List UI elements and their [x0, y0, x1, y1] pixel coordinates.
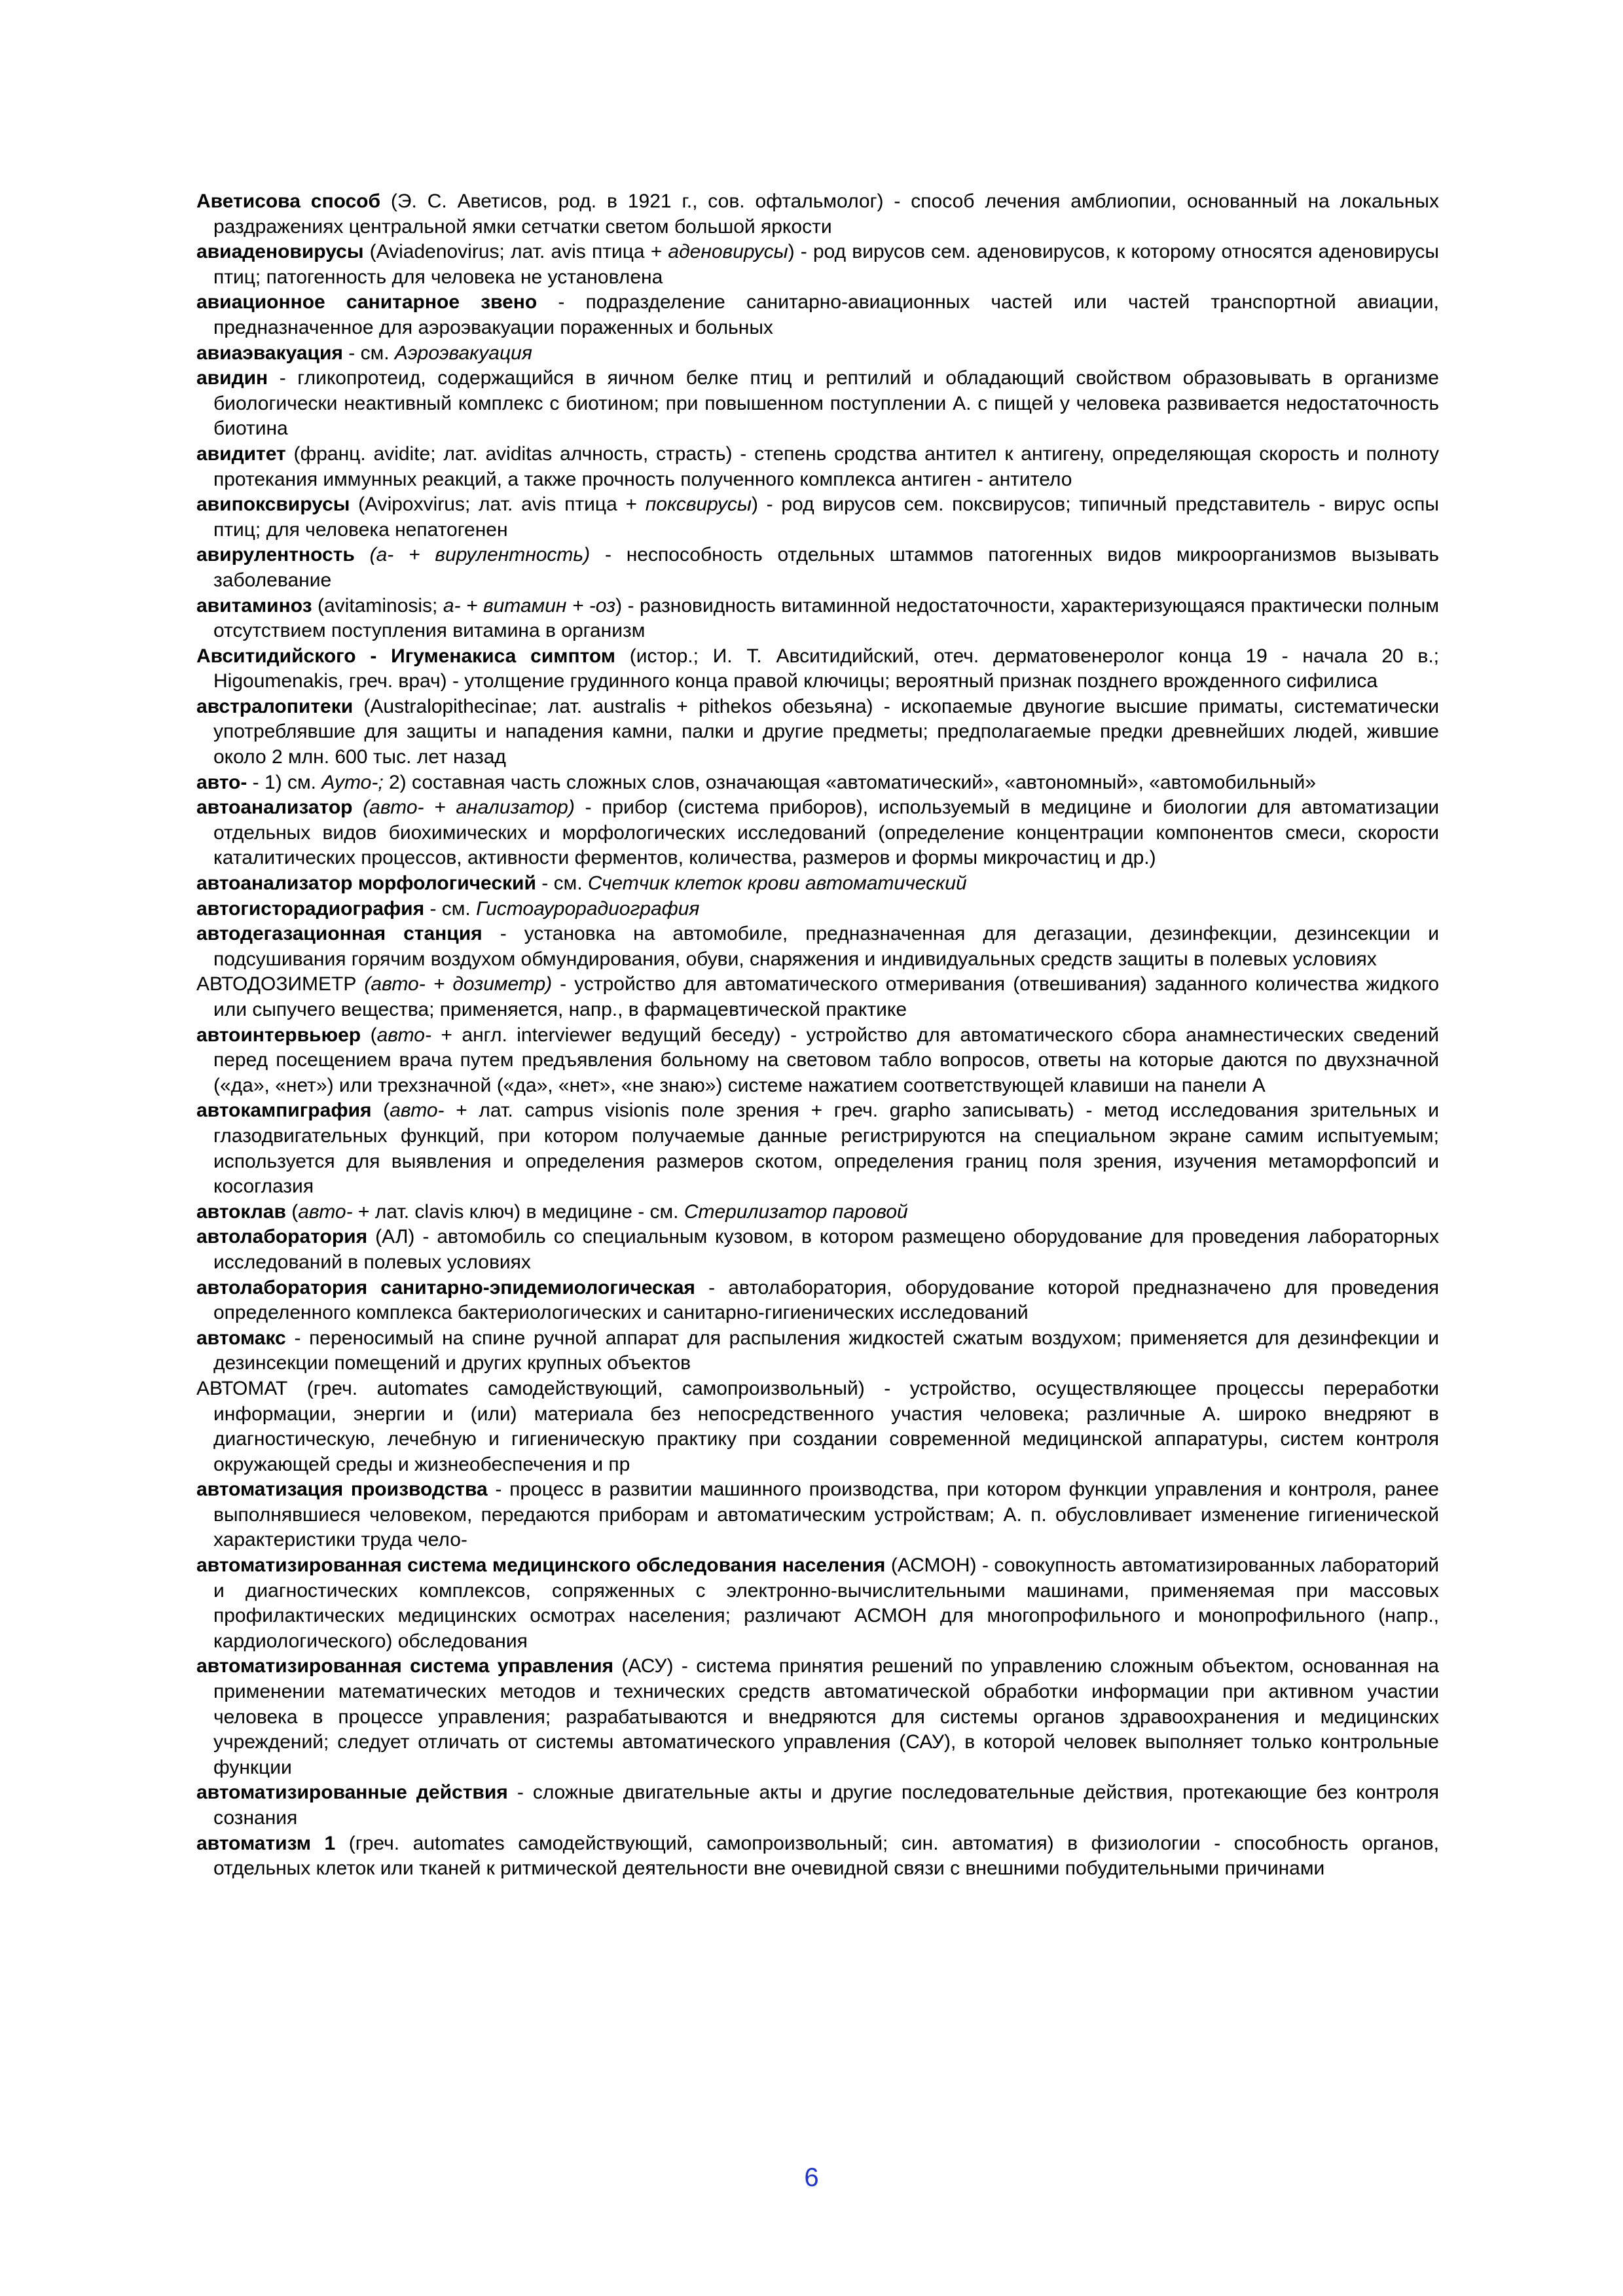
- dictionary-entry: [196, 543, 1439, 593]
- entry-reference: Ауто-;: [321, 771, 384, 793]
- entry-definition: - см.: [424, 897, 477, 920]
- entry-term: автолаборатория санитарно-эпидемиологическая: [196, 1276, 695, 1299]
- entry-term: автоанализатор морфологический: [196, 872, 536, 895]
- entry-term: автоматизированная система медицинского обследования населения: [196, 1554, 886, 1577]
- entry-definition: - неспособность отдельных штаммов патогенных видов микроорганизмов вызывать заболевание: [213, 544, 1439, 591]
- entry-term: авидитет: [196, 442, 286, 465]
- entry-definition: - автолаборатория, оборудование которой предназначено для проведения определенного комплекса бактериологических и санитарно-гигиенических исследований: [213, 1276, 1439, 1324]
- entry-definition: (франц. avidite; лат. aviditas алчность, страсть) - степень сродства антител к антигену, определяющая скорость и полноту протекания иммунных реакций, а также прочность полученного комплекса антиген - антитело: [213, 442, 1439, 490]
- entry-definition: (истор.; И. Т. Авситидийский, отеч. дерматовенеролог конца 19 - начала 20 в.; Higoumenakis, греч. врач) - утолщение грудинного конца правой ключицы; вероятный признак позднего врожденного сифилиса: [213, 645, 1439, 692]
- entry-definition: АВТОДОЗИМЕТР: [196, 973, 365, 996]
- entry-definition: (Avipoxvirus; лат. avis птица +: [350, 493, 646, 516]
- entry-definition: (Э. С. Аветисов, род. в 1921 г., сов. офтальмолог) - способ лечения амблиопии, основанный на локальных раздражениях центральной ямки сетчатки светом большой яркости: [213, 190, 1439, 238]
- entry-definition: (АСМОН) - совокупность автоматизированных лабораторий и диагностических комплексов, сопряженных с электронно-вычислительными машинами, применяемая при массовых профилактических медицинских осмотрах населения; различают АСМОН для многопрофильного и монопрофильного (напр., кардиологического) обследования: [213, 1554, 1439, 1652]
- entry-reference: а- + витамин + -оз: [443, 594, 616, 617]
- entry-term: автоматизм 1: [196, 1832, 336, 1854]
- dictionary-entry: [196, 594, 1439, 644]
- entry-definition: [353, 797, 363, 818]
- entry-reference: Счетчик клеток крови автоматический: [587, 872, 967, 895]
- entry-definition: (Australopithecinae; лат. australis + pithekos обезьяна) - ископаемые двуногие высшие приматы, систематически употреблявшие для защиты и нападения камни, палки и другие предметы; предполагаемые предки древнейших людей, жившие около 2 млн. 600 тыс. лет назад: [213, 695, 1439, 768]
- entry-definition: ) - род вирусов сем. аденовирусов, к которому относятся аденовирусы птиц; патогенность для человека не установлена: [213, 241, 1439, 288]
- entry-term: Авситидийского - Игуменакиса симптом: [196, 645, 615, 667]
- entry-reference: Гистоаурорадиография: [476, 897, 700, 920]
- dictionary-entry: [196, 871, 1439, 897]
- entry-term: авиационное санитарное звено: [196, 291, 538, 314]
- entry-term: автокампиграфия: [196, 1100, 372, 1122]
- entry-term: авипоксвирусы: [196, 493, 350, 516]
- entry-reference: Стерилизатор паровой: [684, 1200, 908, 1223]
- dictionary-entry: [196, 1831, 1439, 1882]
- entry-term: автоматизация производства: [196, 1479, 488, 1501]
- entry-term: авирулентность: [196, 544, 355, 566]
- entry-reference: (авто- + анализатор): [363, 797, 575, 819]
- entry-reference: поксвирусы: [645, 493, 752, 516]
- dictionary-entry: [196, 1477, 1439, 1553]
- dictionary-entry: [196, 1376, 1439, 1477]
- entry-definition: (Aviadenovirus; лат. avis птица +: [363, 241, 668, 263]
- entry-reference: авто-: [376, 1024, 431, 1046]
- entry-term: авитаминоз: [196, 594, 312, 617]
- entry-term: австралопитеки: [196, 695, 354, 717]
- dictionary-entry: [196, 1023, 1439, 1099]
- entry-definition: (: [285, 1200, 299, 1223]
- entry-definition: - переносимый на спине ручной аппарат для распыления жидкостей сжатым воздухом; применяется для дезинфекции и дезинсекции помещений и других крупных объектов: [213, 1327, 1439, 1374]
- entry-reference: (авто- + дозиметр): [364, 973, 553, 996]
- dictionary-entry: [196, 1553, 1439, 1654]
- dictionary-entry: [196, 795, 1439, 871]
- dictionary-entry: [196, 290, 1439, 340]
- dictionary-entry: [196, 1654, 1439, 1780]
- entry-definition: - 1) см.: [247, 771, 322, 793]
- entry-term: авто-: [196, 771, 247, 793]
- dictionary-page: [196, 189, 1439, 1882]
- entry-reference: Аэроэвакуация: [394, 342, 532, 364]
- entry-reference: аденовирусы: [668, 241, 788, 263]
- dictionary-entry: [196, 1326, 1439, 1376]
- dictionary-entry: [196, 1780, 1439, 1831]
- dictionary-entry: [196, 897, 1439, 922]
- entry-term: авиаденовирусы: [196, 241, 364, 263]
- entry-definition: - гликопротеид, содержащийся в яичном белке птиц и рептилий и обладающий свойством образовывать в организме биологически неактивный комплекс с биотином; при повышенном поступлении А. с пищей у человека развивается недостаточность биотина: [213, 367, 1439, 440]
- entry-definition: (АЛ) - автомобиль со специальным кузовом, в котором размещено оборудование для проведения лабораторных исследований в полевых условиях: [213, 1226, 1439, 1273]
- entry-definition: (АСУ) - система принятия решений по управлению сложным объектом, основанная на применении математических методов и технических средств автоматической обработки информации при активном участии человека в процессе управления; разрабатываются и внедряются для системы органов здравоохранения и медицинских учреждений; следует отличать от системы автоматического управления (САУ), в которой человек выполняет только контрольные функции: [213, 1655, 1439, 1778]
- entry-term: автоанализатор: [196, 797, 353, 819]
- dictionary-entry: [196, 922, 1439, 972]
- dictionary-entry: [196, 189, 1439, 240]
- dictionary-entry: [196, 492, 1439, 543]
- dictionary-entry: [196, 1276, 1439, 1326]
- entry-definition: - см.: [342, 342, 395, 364]
- entry-definition: (: [361, 1024, 377, 1046]
- entry-definition: (греч. automates самодействующий, самопроизвольный; син. автоматия) в физиологии - способность органов, отдельных клеток или тканей к ритмической деятельности вне очевидной связи с внешними побудительными причинами: [213, 1832, 1439, 1880]
- entry-definition: ) - род вирусов сем. поксвирусов; типичный представитель - вирус оспы птиц; для человека непатогенен: [213, 493, 1439, 541]
- entry-term: автомакс: [196, 1327, 286, 1349]
- entry-definition: + лат. clavis ключ) в медицине - см.: [352, 1200, 684, 1223]
- entry-definition: + лат. campus visionis поле зрения + греч. grapho записывать) - метод исследования зрительных и глазодвигательных функций, при котором получаемые данные регистрируются на специальном экране самим испытуемым; используется для выявления и определения размеров скотом, определения границ поля зрения, изучения метаморфопсий и косоглазия: [213, 1100, 1439, 1198]
- entry-definition: (avitaminosis;: [312, 594, 443, 617]
- dictionary-entry: [196, 644, 1439, 694]
- dictionary-entry: [196, 1200, 1439, 1225]
- entry-term: автогисторадиография: [196, 897, 425, 920]
- entry-definition: - подразделение санитарно-авиационных частей или частей транспортной авиации, предназначенное для аэроэвакуации пораженных и больных: [213, 291, 1439, 338]
- dictionary-entry: [196, 1098, 1439, 1199]
- entry-reference: авто-: [390, 1100, 445, 1122]
- entry-term: авидин: [196, 367, 268, 389]
- dictionary-entry: [196, 240, 1439, 290]
- entry-term: авиаэвакуация: [196, 342, 343, 364]
- entry-definition: ) - разновидность витаминной недостаточности, характеризующаяся практически полным отсутствием поступления витамина в организм: [213, 594, 1439, 642]
- entry-term: автоматизированная система управления: [196, 1655, 614, 1677]
- entry-reference: авто-: [298, 1200, 353, 1223]
- entry-term: автолаборатория: [196, 1226, 368, 1248]
- dictionary-entry: [196, 694, 1439, 770]
- entry-definition: АВТОМАТ (греч. automates самодействующий, самопроизвольный) - устройство, осуществляющее процессы переработки информации, энергии и (или) материала без непосредственного участия человека; различные А. широко внедряют в диагностическую, лечебную и гигиеническую практику при создании современной медицинской аппаратуры, систем контроля окружающей среды и жизнеобеспечения и пр: [196, 1377, 1439, 1475]
- entry-definition: - установка на автомобиле, предназначенная для дегазации, дезинфекции, дезинсекции и подсушивания горячим воздухом обмундирования, обуви, снаряжения и индивидуальных средств защиты в полевых условиях: [213, 923, 1439, 970]
- entry-definition: (: [371, 1100, 390, 1122]
- dictionary-entry: [196, 366, 1439, 442]
- entry-definition: [355, 544, 370, 565]
- page-number: 6: [804, 2163, 819, 2192]
- entry-term: автодегазационная станция: [196, 923, 483, 945]
- entry-term: Аветисова способ: [196, 190, 381, 212]
- entry-definition: + англ. interviewer ведущий беседу) - устройство для автоматического сбора анамнестических сведений перед посещением врача путем предъявления больному на световом табло вопросов, ответы на которые даются по двухзначной («да», «нет») или трехзначной («да», «нет», «не знаю») системе нажатием соответствующей клавиши на панели А: [213, 1024, 1439, 1096]
- entry-term: автоинтервьюер: [196, 1024, 361, 1046]
- entry-definition: - процесс в развитии машинного производства, при котором функции управления и контроля, ранее выполнявшиеся человеком, передаются приборам и автоматическим устройствам; А. п. обусловливает изменение гигиенической характеристики труда чело-: [213, 1479, 1439, 1551]
- entry-definition: - сложные двигательные акты и другие последовательные действия, протекающие без контроля сознания: [213, 1782, 1439, 1829]
- dictionary-entry: [196, 341, 1439, 367]
- entry-definition: 2) составная часть сложных слов, означающая «автоматический», «автономный», «автомобильный»: [383, 771, 1316, 793]
- entry-term: автоклав: [196, 1200, 286, 1223]
- entry-definition: - прибор (система приборов), используемый в медицине и биологии для автоматизации отдельных видов биохимических и морфологических исследований (определение концентрации компонентов смеси, скорости каталитических процессов, активности ферментов, количества, размеров и формы микрочастиц и др.): [213, 797, 1439, 869]
- entry-definition: - см.: [536, 872, 588, 895]
- dictionary-entry: [196, 972, 1439, 1022]
- dictionary-entry: [196, 770, 1439, 796]
- entry-definition: - устройство для автоматического отмеривания (отвешивания) заданного количества жидкого или сыпучего вещества; применяется, напр., в фармацевтической практике: [213, 973, 1440, 1020]
- entry-reference: (а- + вирулентность): [369, 544, 591, 566]
- dictionary-entry: [196, 442, 1439, 492]
- entry-term: автоматизированные действия: [196, 1782, 508, 1804]
- dictionary-entry: [196, 1225, 1439, 1275]
